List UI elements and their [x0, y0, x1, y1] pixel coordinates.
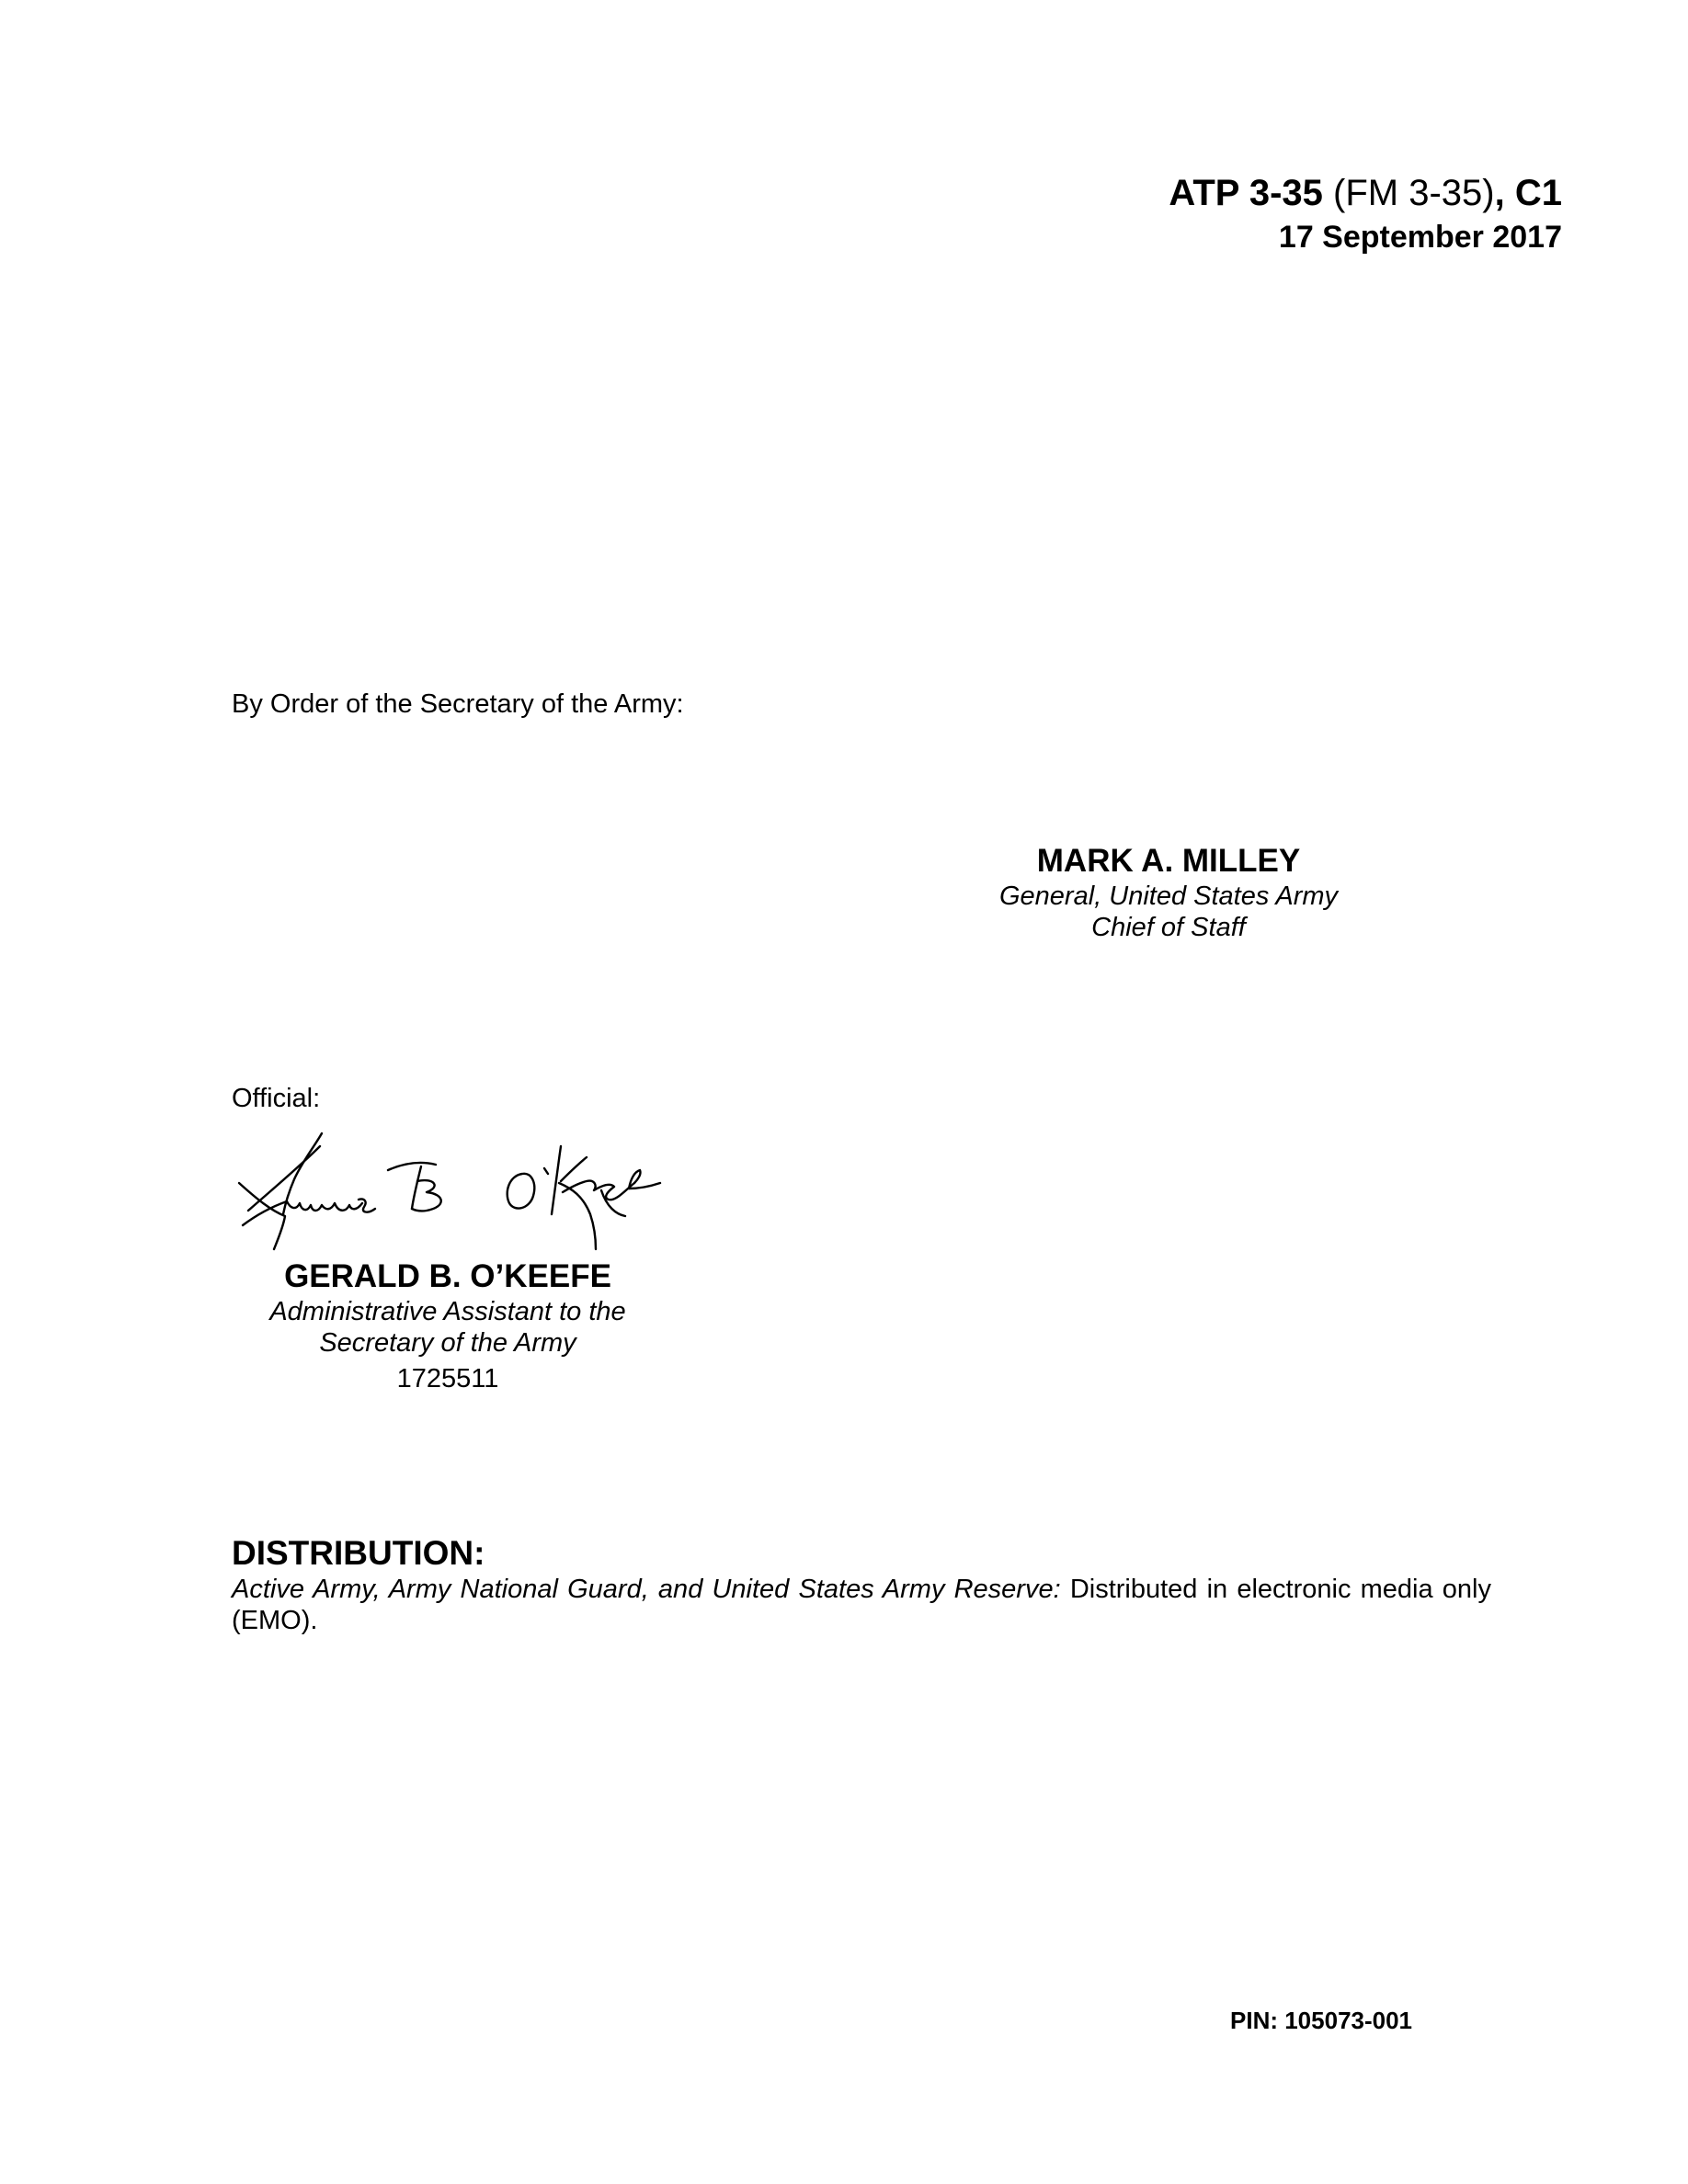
distribution-heading: DISTRIBUTION: — [232, 1534, 485, 1572]
official-number: 1725511 — [396, 1364, 499, 1393]
official-label: Official: — [232, 1084, 321, 1113]
publication-date: 17 September 2017 — [1278, 220, 1562, 255]
official-name: GERALD B. O’KEEFE — [284, 1258, 611, 1294]
distribution-statement — [232, 1574, 1491, 1636]
official-title-line-1: Administrative Assistant to the — [269, 1297, 626, 1326]
doc-number: ATP 3-35 — [1169, 173, 1323, 213]
chief-of-staff-rank: General, United States Army — [998, 882, 1339, 911]
distribution-recipients: Active Army, Army National Guard, and United States Army Reserve: — [232, 1575, 1061, 1604]
handwritten-signature — [230, 1126, 671, 1255]
change-number: C1 — [1514, 173, 1562, 213]
chief-of-staff-block — [919, 842, 1418, 943]
official-block — [230, 1257, 666, 1395]
publication-identifier — [1169, 171, 1562, 215]
supersedes-reference: (FM 3-35) — [1333, 173, 1495, 213]
chief-of-staff-name: MARK A. MILLEY — [1036, 843, 1301, 879]
distribution-method: Distributed in electronic media only (EMO). — [232, 1575, 1491, 1635]
authority-line: By Order of the Secretary of the Army: — [232, 689, 684, 719]
official-title-line-2: Secretary of the Army — [319, 1328, 576, 1358]
pin-number: PIN: 105073-001 — [1230, 2007, 1413, 2034]
chief-of-staff-position: Chief of Staff — [1091, 913, 1246, 942]
change-separator: , — [1494, 173, 1505, 213]
